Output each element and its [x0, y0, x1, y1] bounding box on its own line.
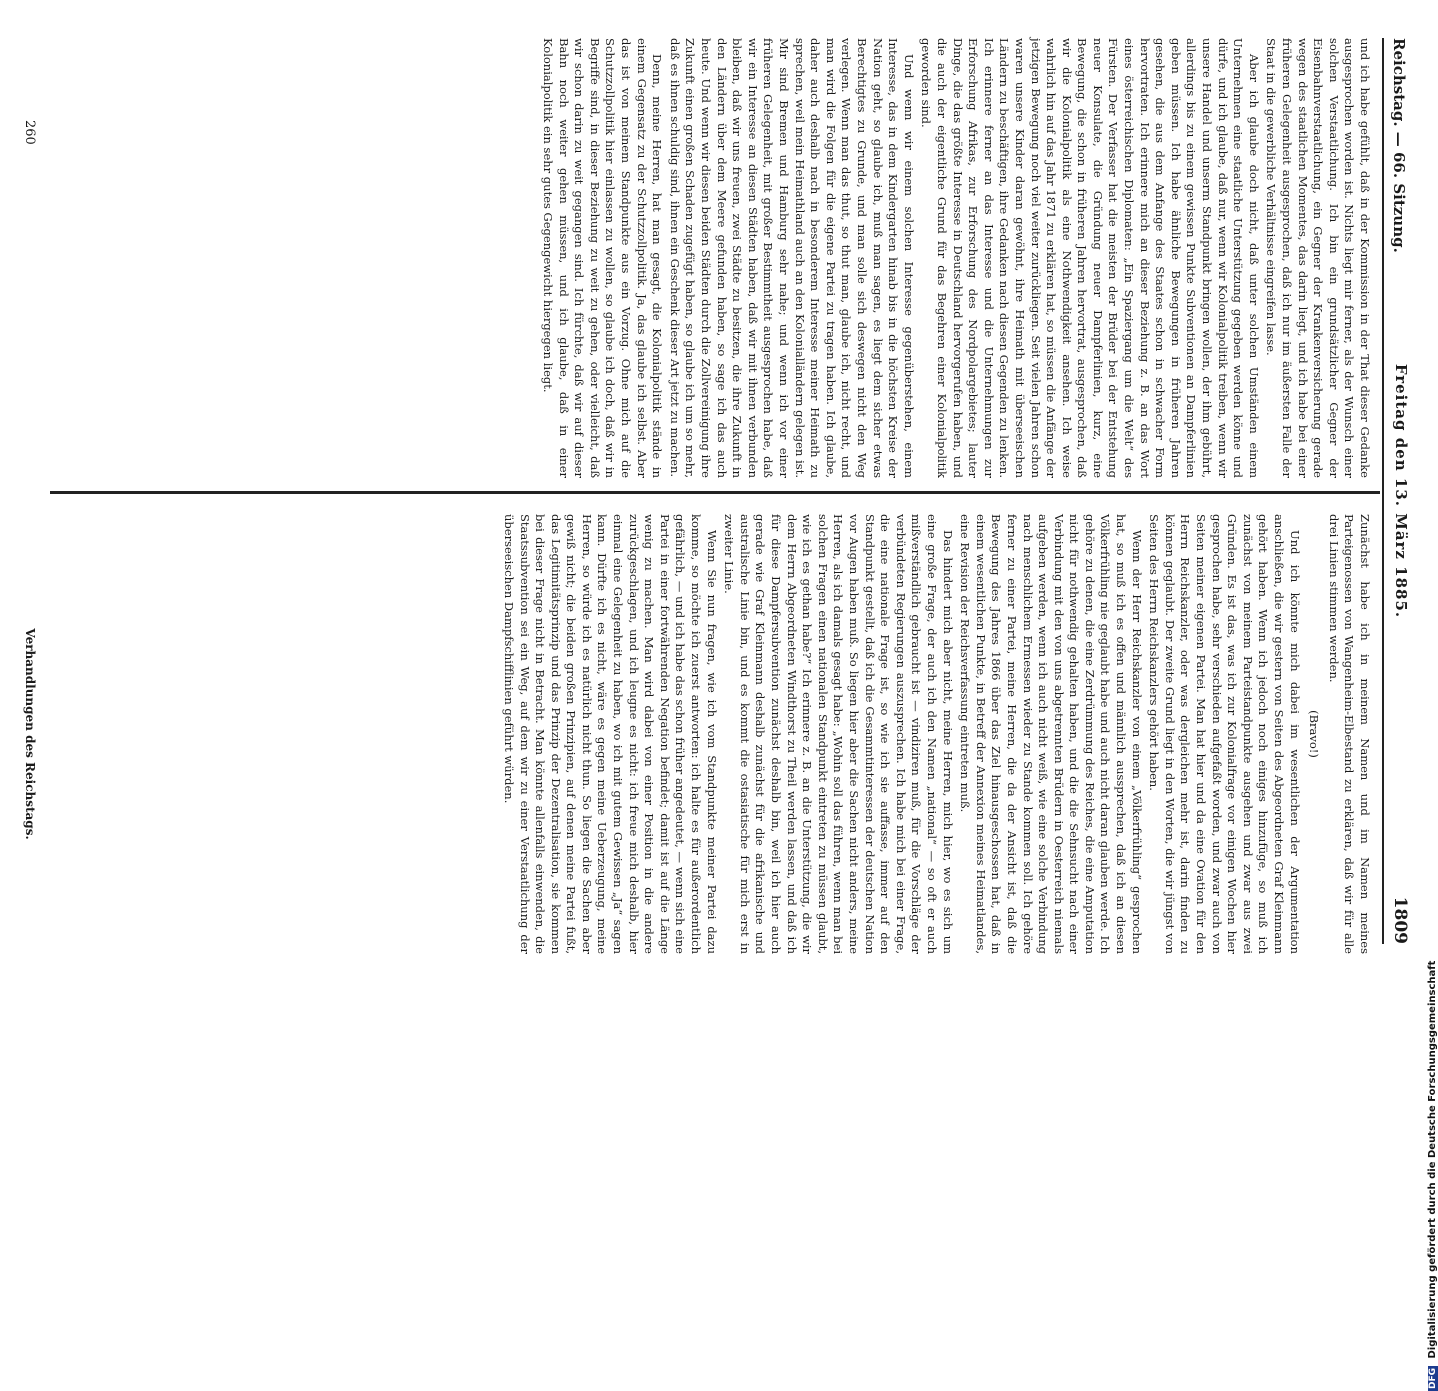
paragraph: Zunächst habe ich in meinem Namen und im Namen meines Parteigenossen von Wangenheim-Elbestand zu erklären, daß wir für alle drei Linien stimmen werden.	[1326, 514, 1372, 954]
interjection: (Bravo!)	[1307, 710, 1322, 758]
paragraph: Und wenn wir einem solchen Interesse gegenüberstehen, einem Interesse, das in dem Kindergarten hinab bis in die höchsten Kreise der Nation geht, so glaube ich, muß man sagen, es liegt dem sicher etwas Berechtigtes zu Grunde, und man solle sich deswegen nicht den Weg verlegen. Wenn man das thut, so thut man, glaube ich, nicht recht, und man wird die Folgen für die eigene Partei zu tragen haben. Ich glaube, daher auch deshalb nach in besonderem Interesse meiner Heimath zu sprechen, weil mein Heimathland auch an den Kolonialländern gelegen ist. Mir sind Bremen und Hamburg sehr nahe; und wenn ich vor einer früheren Gelegenheit, mit großer Bestimmtheit ausgesprochen habe, daß wir ein Interesse an diesen Städten haben, daß wir mit ihnen verbunden bleiben, daß wir uns freuen, zwei Städte zu besitzen, die ihre Zukunft in den Ländern über dem Meere gefunden haben, so sage ich das auch heute. Und wenn wir diesen beiden Städten durch die Zollvereinigung ihre Zukunft einen großen Schaden zugefügt haben, so glaube ich um so mehr, daß es ihnen schuldig sind, ihnen ein Geschenk dieser Art jetzt zu machen.	[667, 38, 916, 478]
dfg-logo-icon: DFG	[1428, 1367, 1438, 1389]
text-column-right	[538, 38, 1372, 478]
footer-page-number: 260	[22, 120, 37, 145]
header-date: Freitag den 13. März 1885.	[1392, 363, 1410, 619]
paragraph: Das hindert mich aber nicht, meine Herren, mich hier, wo es sich um eine große Frage, der auch ich den Namen „national“ — so oft er auch mißverständlich gebraucht ist — vindiziren muß, für die Vorschläge der verbündeten Regierungen auszusprechen. Ich habe mich bei einer Frage, die eine nationale Frage ist, so wie ich sie auffasse, immer auf den Standpunkt gestellt, daß ich die Gesammtinteressen der deutschen Nation vor Augen haben muß. So liegen hier aber die Sachen nicht anders, meine Herren, als ich damals gesagt habe: „Wohin soll das führen, wenn man bei solchen Fragen einen nationalen Standpunkt eintreten zu müssen glaubt, wie ich es gethan habe?“ Ich erinnere z. B. an die Unterstützung, die wir dem Herrn Abgeordneten Windthorst zu Theil werden lassen, und daß ich für diese Dampfersubvention zunächst deshalb bin, weil ich hier auch gerade wie Graf Kleinmann deshalb zunächst für die afrikanische und australische Linie bin, und es kommt die ostasiatische für mich erst in zweiter Linie.	[722, 514, 955, 954]
paragraph: Denn, meine Herren, hat man gesagt, die Kolonialpolitik stände in einem Gegensatz zu der Schutzzollpolitik. Ja, das glaube ich selbst. Aber das ist von meinem Standpunkte aus ein Vorzug. Ohne mich auf die Schutzzollpolitik hier einlassen zu wollen, so glaube ich doch, daß wir in Begriffe sind, in dieser Beziehung zu weit zu gehen, oder vielleicht, daß wir schon darin zu weit gegangen sind. Ich fürchte, daß wir auf dieser Bahn noch weiter gehen müssen, und ich glaube, daß in einer Kolonialpolitik ein sehr gutes Gegengewicht hiergegen liegt.	[541, 38, 665, 478]
paragraph: Und ich könnte mich dabei im wesentlichen der Argumentation anschließen, die wir gestern von Seiten des Abgeordneten Graf Kleinmann gehört haben. Wenn ich jedoch noch einiges hinzufüge, so muß ich zunächst von meinem Parteistandpunkte ausgehen und zwar aus zwei Gründen. Es ist das, was ich zur Kolonialfrage vor einigen Wochen hier gesprochen habe, sehr verschieden aufgefaßt worden, und zwar auch von Seiten meiner eigenen Partei. Man hat hier und da eine Ovation für den Herrn Reichskanzler, oder was dergleichen mehr ist, darin finden zu können geglaubt. Der zweite Grund liegt in den Worten, die wir jüngst von Seiten des Herrn Reichskanzlers gehört haben.	[1147, 514, 1302, 954]
header-rule	[1382, 38, 1384, 944]
paragraph: Aber ich glaube doch nicht, daß unter solchen Umständen einem Unternehmen eine staatliche Unterstützung gegeben werden könne und dürfe, und ich glaube, daß nur, wenn wir Kolonialpolitik treiben, wenn wir unsere Handel und unserm Standpunkt bringen wollen, der ihm gebührt, allerdings bis zu einem gewissen Punkte Subventionen an Dampferlinien geben müssen. Ich habe ähnliche Bewegungen in früheren Jahren gesehen, die aus dem Anfange des Staates schon in schwacher Form hervortraten. Ich erinnere mich an dieser Beziehung z. B. an das Wort eines österreichischen Diplomaten: „Ein Spaziergang um die Welt“ des Fürsten. Der Verfasser hat die meisten der Brüder bei der Entstehung neuer Konsulate, die Gründung neuer Dampferlinien, kurz, eine Bewegung, die schon in früheren Jahren hervortrat, ausgesprochen, daß wir die Kolonialpolitik als eine Nothwendigkeit ansehen. Ich weise wahrlich hin auf das Jahr 1871 zu erklären hat, so müssen die Anfänge der jetzigen Bewegung noch viel weiter zurückliegen. Seit vielen Jahren schon waren unsere Kinder daran gewöhnt, ihre Heimath mit überseeischen Ländern zu beschäftigen, ihre Gedanken nach diesen Gegenden zu lenken. Ich erinnere ferner an das Interesse und die Unternehmungen zur Erforschung Afrikas, zur Erforschung des Nordpolargebietes; lauter Dinge, die das größte Interesse in Deutschland hervorgerufen haben, und die auch der eigentliche Grund für das Begehren einer Kolonialpolitik geworden sind.	[919, 38, 1261, 478]
paragraph: Wenn Sie nun fragen, wie ich vom Standpunkte meiner Partei dazu komme, so möchte ich zuerst antworten: ich halte es für außerordentlich gefährlich, — und ich habe das schon früher angedeutet, — wenn sich eine Partei in einer fortwährenden Negation befindet; damit ist auf die Länge wenig zu machen. Man wird dabei von einer Position in die andere zurückgeschlagen, und ich leugne es nicht: ich freue mich deshalb, hier einmal eine Gelegenheit zu haben, wo ich mit gutem Gewissen „Ja“ sagen kann. Dürfte ich es nicht, wäre es gegen meine Ueberzeugung, meine Herren, so würde ich es natürlich nicht thun. So liegen die Sachen aber gewiß nicht; die beiden großen Prinzipien, auf denen meine Partei fußt, das Legitimitätsprinzip und das Prinzip der Dezentralisation, sie kommen bei dieser Frage nicht in Betracht. Man könnte allenfalls einwenden, die Staatssubvention sei ein Weg, auf dem wir zu einer Verstaatlichung der überseeischen Dampfschifflinien geführt würden.	[501, 514, 719, 954]
page-header	[1384, 38, 1414, 944]
footer-section-title: Verhandlungen des Reichstags.	[23, 628, 37, 840]
column-divider	[50, 491, 1380, 494]
paragraph: Wenn der Herr Reichskanzler von einem „Völkerfrühling“ gesprochen hat, so muß ich es offen und männlich aussprechen, daß ich an diesen Völkerfrühling nie geglaubt habe und auch nicht daran glauben werde. Ich gehöre zu denen, die eine Zerdrümmung des Reiches, die eine Amputation nicht für nothwendig gehalten haben, und die die Sehnsucht nach einer Verbindung mit den von uns abgetrennten Brüdern in Oesterreich niemals aufgeben werden, wenn ich auch nicht weiß, wie eine solche Verbindung nach menschlichem Ermessen wieder zu Stande kommen soll. Ich gehöre ferner zu einer Partei, meine Herren, die da der Ansicht ist, daß die Bewegung des Jahres 1866 über das Ziel hinausgeschossen hat, daß in einem wesentlichen Punkte, in Betreff der Annexion meines Heimatlandes, eine Revision der Reichsverfassung eintreten muß.	[958, 514, 1144, 954]
text-column-left	[498, 514, 1372, 954]
header-session: Reichstag. — 66. Sitzung.	[1390, 38, 1408, 253]
header-column-number: 1809	[1390, 896, 1410, 944]
digitization-credit	[1427, 960, 1438, 1391]
credit-text: Digitalisierung gefördert durch die Deutsche Forschungsgemeinschaft	[1427, 960, 1438, 1359]
paragraph: und ich habe gefühlt, daß in der Kommission in der That dieser Gedanke ausgesprochen worden ist. Nichts liegt mir ferner, als der Wunsch einer solchen Verstaatlichung. Ich bin ein grundsätzlicher Gegner der Eisenbahnverstaatlichung, ein Gegner der Krankenversicherung gerade wegen des staatlichen Momentes, das darin liegt, und ich habe bei einer früheren Gelegenheit ausgesprochen, daß ich nur im äußersten Falle der Staat in die gewerbliche Verhältnisse eingreifen lasse.	[1264, 38, 1372, 478]
